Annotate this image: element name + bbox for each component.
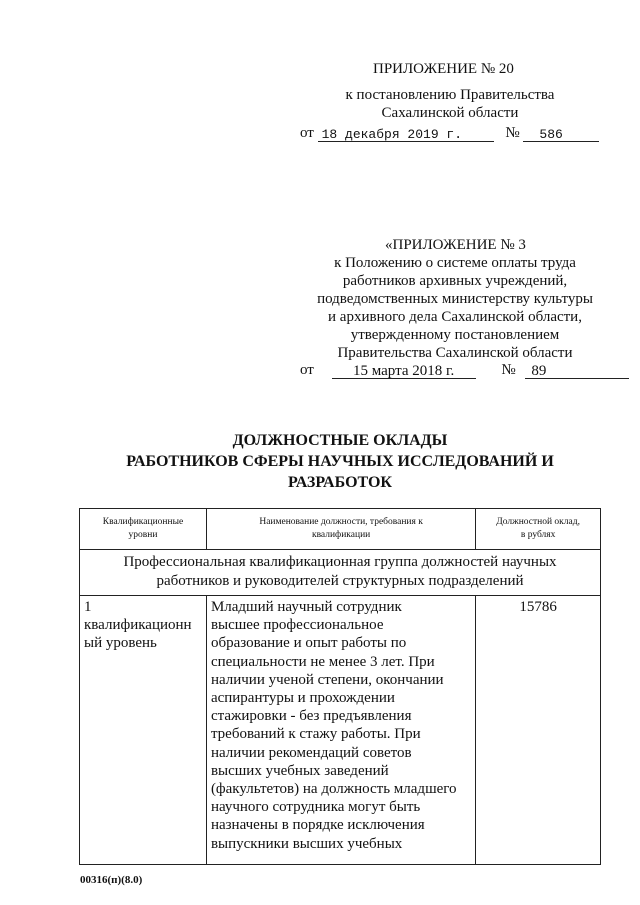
heading-line-2: РАБОТНИКОВ СФЕРЫ НАУЧНЫХ ИССЛЕДОВАНИЙ И xyxy=(126,453,554,470)
approval-number-label: № xyxy=(505,125,520,141)
description-line: наличии ученой степени, окончании xyxy=(210,671,444,688)
appendix-body xyxy=(300,254,610,362)
level-line: квалификационн xyxy=(84,617,192,634)
salary-cell xyxy=(476,596,601,865)
document-code: 00316(п)(8.0) xyxy=(80,874,143,886)
header-salary xyxy=(476,509,601,550)
description-line: высшее профессиональное xyxy=(210,617,384,634)
approval-line-1: к постановлению Правительства xyxy=(345,87,555,103)
header-qualification-levels xyxy=(80,509,207,550)
group-title-line: работников и руководителей структурных подразделений xyxy=(156,573,524,589)
table-row xyxy=(80,596,601,865)
appendix-line: утвержденному постановлением xyxy=(350,327,560,343)
approval-date: 18 декабря 2019 г. xyxy=(321,127,463,142)
appendix-date-line xyxy=(300,361,629,379)
header-text: в рублях xyxy=(520,530,556,540)
approval-number-field xyxy=(523,125,599,142)
approval-date-line xyxy=(300,124,599,142)
position-description-cell xyxy=(206,596,475,865)
heading-line-3: РАЗРАБОТОК xyxy=(287,474,393,491)
table-group-row xyxy=(80,550,601,596)
group-title-line: Профессиональная квалификационная группа должностей научных xyxy=(123,554,557,570)
header-text: Должностной оклад, xyxy=(496,517,580,527)
description-line: высших учебных заведений xyxy=(210,762,389,779)
description-line: специальности не менее 3 лет. При xyxy=(210,653,435,670)
description-line: образование и опыт работы по xyxy=(210,635,407,652)
description-line: требований к стажу работы. При xyxy=(210,726,421,743)
approval-title: ПРИЛОЖЕНИЕ № 20 xyxy=(373,61,514,77)
appendix-line: Правительства Сахалинской области xyxy=(337,345,573,361)
appendix-title: «ПРИЛОЖЕНИЕ № 3 xyxy=(385,237,526,253)
approval-date-field xyxy=(318,125,494,142)
appendix-number-label: № xyxy=(501,362,516,378)
description-line: Младший научный сотрудник xyxy=(210,599,402,615)
appendix-date: 15 марта 2018 г. xyxy=(353,363,455,379)
salary-value: 15786 xyxy=(519,599,557,615)
header-text: Наименование должности, требования к xyxy=(259,517,423,527)
header-text: Квалификационные xyxy=(102,517,184,527)
appendix-number-field xyxy=(525,362,629,379)
salary-table xyxy=(79,508,601,865)
level-line: 1 xyxy=(84,599,92,615)
description-line: научного сотрудника могут быть xyxy=(210,799,421,816)
table-header-row xyxy=(80,509,601,550)
qualification-level-cell xyxy=(80,596,207,865)
page-heading xyxy=(60,430,620,493)
header-text: квалификации xyxy=(311,530,371,540)
approval-from-label: от xyxy=(300,125,314,141)
appendix-date-field xyxy=(332,362,476,379)
approval-line-2: Сахалинской области xyxy=(381,105,519,121)
appendix-line: и архивного дела Сахалинской области, xyxy=(328,309,582,325)
description-line: назначены в порядке исключения xyxy=(210,817,425,834)
appendix-number: 89 xyxy=(531,363,547,379)
header-position-requirements xyxy=(206,509,475,550)
appendix-line: подведомственных министерству культуры xyxy=(317,291,593,307)
description-line: (факультетов) на должность младшего xyxy=(210,781,457,798)
description-line: аспирантуры и прохождении xyxy=(210,690,395,707)
appendix-from-label: от xyxy=(300,362,314,378)
approval-number: 586 xyxy=(539,127,563,142)
description-line: наличии рекомендаций советов xyxy=(210,744,412,761)
header-text: уровни xyxy=(128,530,158,540)
appendix-line: работников архивных учреждений, xyxy=(342,273,568,289)
description-line: выпускники высших учебных xyxy=(210,835,403,852)
appendix-line: к Положению о системе оплаты труда xyxy=(334,255,576,271)
group-title xyxy=(80,550,601,596)
description-line: стажировки - без предъявления xyxy=(210,708,412,725)
heading-line-1: ДОЛЖНОСТНЫЕ ОКЛАДЫ xyxy=(232,432,448,449)
level-line: ый уровень xyxy=(84,635,157,652)
